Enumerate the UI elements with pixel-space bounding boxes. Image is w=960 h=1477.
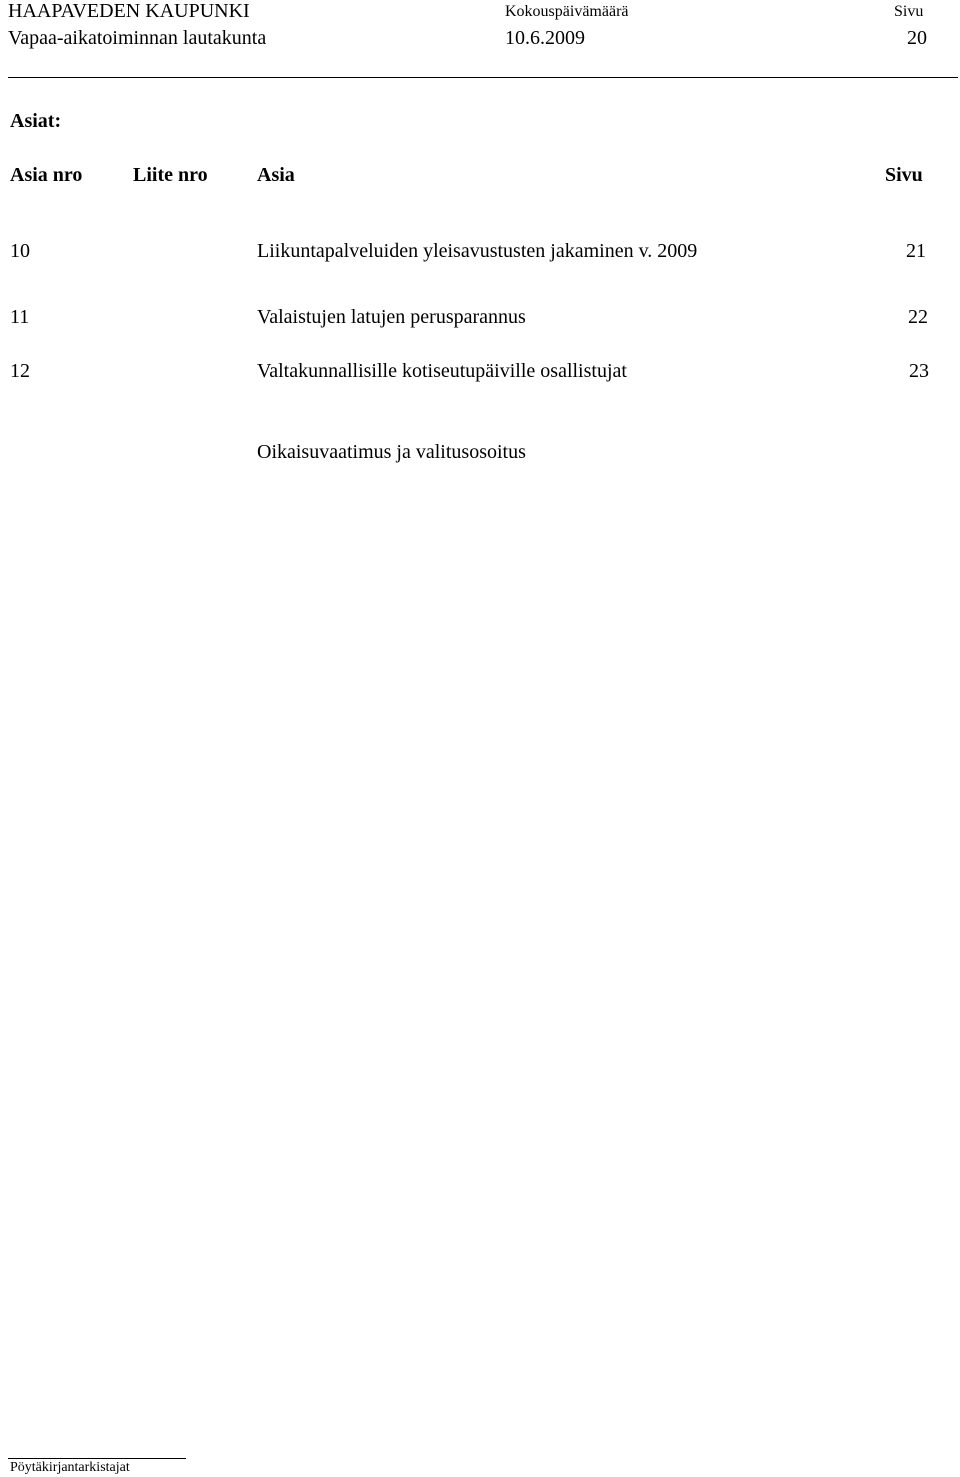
row-asia: Valtakunnallisille kotiseutupäiville osallistujat	[257, 360, 627, 382]
section-title: Asiat:	[10, 110, 62, 132]
row-nro: 11	[10, 306, 30, 328]
col-header-asia-nro: Asia nro	[10, 164, 83, 186]
date-value: 10.6.2009	[505, 27, 585, 49]
row-asia: Valaistujen latujen perusparannus	[257, 306, 526, 328]
col-header-sivu: Sivu	[885, 164, 923, 186]
row-nro: 10	[10, 240, 30, 262]
row-asia: Liikuntapalveluiden yleisavustusten jakaminen v. 2009	[257, 240, 698, 262]
row-sivu: 22	[908, 306, 928, 328]
date-label: Kokouspäivämäärä	[505, 3, 629, 20]
col-header-asia: Asia	[257, 164, 295, 186]
row-nro: 12	[10, 360, 30, 382]
page-number: 20	[907, 27, 927, 49]
col-header-liite-nro: Liite nro	[133, 164, 208, 186]
page-label: Sivu	[894, 3, 924, 20]
footer-label: Pöytäkirjantarkistajat	[10, 1460, 130, 1475]
row-sivu: 23	[909, 360, 929, 382]
committee-name: Vapaa-aikatoiminnan lautakunta	[8, 27, 267, 49]
footer-divider	[8, 1458, 186, 1459]
header-divider	[8, 77, 958, 78]
appeal-instructions: Oikaisuvaatimus ja valitusosoitus	[257, 441, 526, 463]
org-name: HAAPAVEDEN KAUPUNKI	[8, 0, 250, 22]
row-sivu: 21	[906, 240, 926, 262]
